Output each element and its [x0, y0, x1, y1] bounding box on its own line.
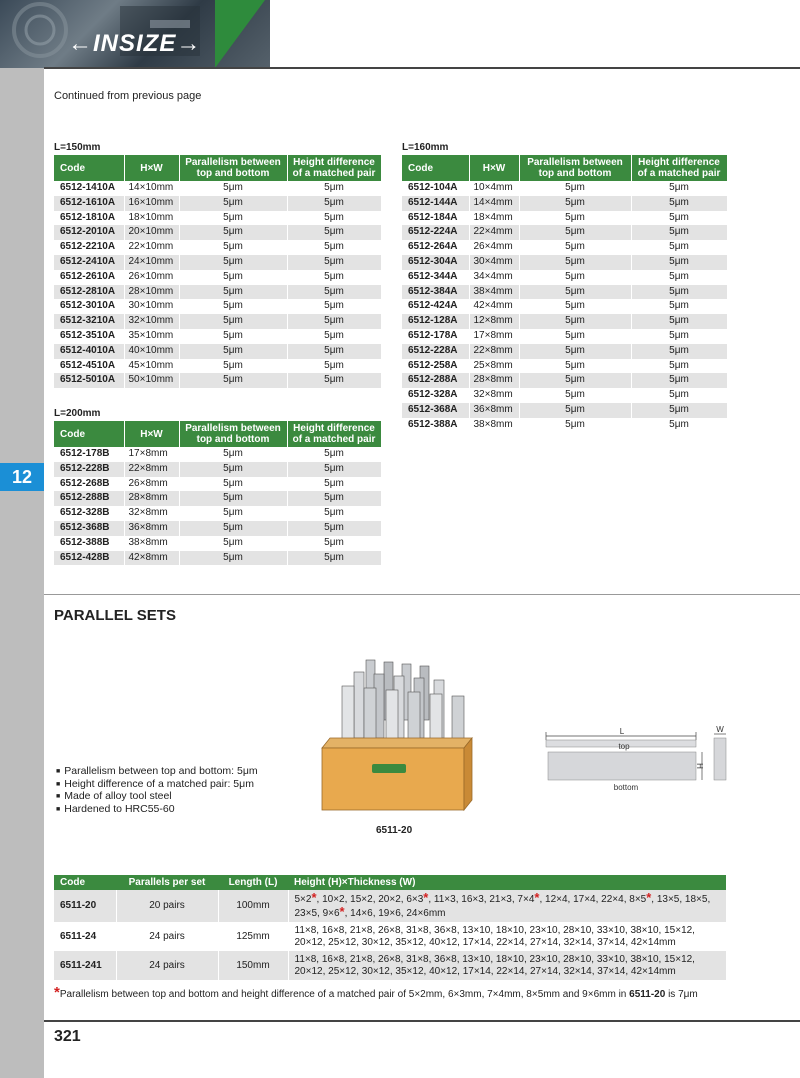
cell-parallelism: 5μm [519, 388, 631, 403]
table-row [54, 255, 381, 270]
table-l160 [402, 142, 728, 433]
cell-parallelism: 5μm [519, 196, 631, 211]
cell-code: 6512-2610A [54, 270, 124, 285]
cell-code: 6512-228B [54, 462, 124, 477]
cell-code: 6512-328A [402, 388, 469, 403]
cell-height-diff: 5μm [287, 491, 381, 506]
size-text: , 11×3, 16×3, 21×3, 7×4 [428, 894, 535, 905]
table-row [54, 359, 381, 374]
label-l: L [619, 727, 625, 736]
cell-parallelism: 5μm [519, 270, 631, 285]
logo-arrow-left-icon: ← [68, 30, 93, 57]
cell-code: 6512-368B [54, 521, 124, 536]
label-w: W [716, 725, 724, 734]
cell-parallelism: 5μm [179, 447, 287, 462]
table-row [402, 285, 727, 300]
cell-height-diff: 5μm [287, 255, 381, 270]
section-title: PARALLEL SETS [54, 607, 176, 624]
cell-height-diff: 5μm [287, 211, 381, 226]
cell-code: 6512-5010A [54, 373, 124, 388]
cell-parallelism: 5μm [179, 314, 287, 329]
spec-table [54, 155, 382, 388]
footnote-text-end: is 7μm [665, 989, 698, 1000]
cell-parallelism: 5μm [179, 462, 287, 477]
table-row [402, 329, 727, 344]
table-l200 [54, 408, 382, 565]
col-code: Code [54, 155, 124, 181]
cell-code: 6512-178B [54, 447, 124, 462]
table-row [54, 211, 381, 226]
table-row [402, 359, 727, 374]
col-parallelism: Parallelism between top and bottom [179, 155, 287, 181]
spec-table [402, 155, 728, 433]
cell-code: 6512-2010A [54, 225, 124, 240]
asterisk-mark: * [339, 904, 345, 919]
cell-height-diff: 5μm [631, 225, 727, 240]
cell-code: 6512-268B [54, 477, 124, 492]
cell-parallelism: 5μm [179, 211, 287, 226]
dimension-diagram [540, 724, 740, 794]
cell-height-diff: 5μm [287, 299, 381, 314]
cell-code: 6512-128A [402, 314, 469, 329]
cell-code: 6512-4010A [54, 344, 124, 359]
cell-height-diff: 5μm [631, 181, 727, 196]
cell-parallelism: 5μm [179, 521, 287, 536]
table-row [54, 314, 381, 329]
cell-length: 100mm [218, 890, 288, 922]
footer-divider [44, 1020, 800, 1022]
cell-code: 6512-184A [402, 211, 469, 226]
cell-hw: 14×4mm [469, 196, 519, 211]
cell-height-diff: 5μm [631, 270, 727, 285]
cell-parallelism: 5μm [179, 344, 287, 359]
cell-code: 6512-2210A [54, 240, 124, 255]
feature-item: ■ Hardened to HRC55-60 [56, 804, 258, 817]
col-hw: H×W [124, 421, 179, 447]
cell-hw: 26×10mm [124, 270, 179, 285]
cell-code: 6512-3510A [54, 329, 124, 344]
table-row [54, 373, 381, 388]
table-row [402, 255, 727, 270]
cell-height-diff: 5μm [631, 403, 727, 418]
cell-height-diff: 5μm [631, 373, 727, 388]
cell-sizes [288, 922, 726, 951]
cell-hw: 22×8mm [469, 344, 519, 359]
cell-hw: 28×10mm [124, 285, 179, 300]
cell-height-diff: 5μm [631, 285, 727, 300]
cell-code: 6512-424A [402, 299, 469, 314]
col-hw: H×W [469, 155, 519, 181]
cell-parallelism: 5μm [179, 255, 287, 270]
cell-code: 6512-2810A [54, 285, 124, 300]
cell-code: 6512-2410A [54, 255, 124, 270]
asterisk-mark: * [534, 890, 540, 905]
cell-parallelism: 5μm [179, 506, 287, 521]
table-row [54, 951, 726, 980]
label-h: H [695, 763, 704, 769]
cell-hw: 22×4mm [469, 225, 519, 240]
cell-code: 6512-1610A [54, 196, 124, 211]
cell-parallelism: 5μm [519, 181, 631, 196]
continued-note: Continued from previous page [54, 90, 202, 102]
size-text: , 13×5, 18×5, 23×5, 9×6 [294, 894, 711, 919]
cell-parallelism: 5μm [519, 225, 631, 240]
cell-height-diff: 5μm [287, 506, 381, 521]
cell-hw: 30×10mm [124, 299, 179, 314]
cell-parallelism: 5μm [179, 551, 287, 566]
cell-hw: 28×8mm [469, 373, 519, 388]
cell-parallelism: 5μm [519, 314, 631, 329]
table-row [54, 462, 381, 477]
asterisk-mark: * [646, 890, 652, 905]
cell-hw: 24×10mm [124, 255, 179, 270]
cell-parallelism: 5μm [179, 373, 287, 388]
cell-height-diff: 5μm [631, 299, 727, 314]
cell-height-diff: 5μm [287, 447, 381, 462]
cell-hw: 38×8mm [124, 536, 179, 551]
col-height-diff: Height difference of a matched pair [287, 155, 381, 181]
cell-height-diff: 5μm [287, 181, 381, 196]
cell-parallelism: 5μm [179, 181, 287, 196]
col-code: Code [54, 421, 124, 447]
cell-hw: 20×10mm [124, 225, 179, 240]
cell-height-diff: 5μm [287, 285, 381, 300]
table-row [54, 491, 381, 506]
cell-code: 6512-1810A [54, 211, 124, 226]
table-row [402, 418, 727, 433]
table-label: L=200mm [54, 408, 101, 419]
cell-hw: 42×8mm [124, 551, 179, 566]
table-row [54, 240, 381, 255]
table-row [402, 314, 727, 329]
cell-hw: 10×4mm [469, 181, 519, 196]
table-row [54, 299, 381, 314]
cell-code: 6512-3210A [54, 314, 124, 329]
cell-hw: 45×10mm [124, 359, 179, 374]
table-row [54, 329, 381, 344]
table-row [54, 225, 381, 240]
header-divider [44, 67, 800, 69]
cell-code: 6512-388B [54, 536, 124, 551]
label-bottom: bottom [613, 783, 639, 792]
cell-code: 6512-264A [402, 240, 469, 255]
cell-hw: 18×10mm [124, 211, 179, 226]
cell-hw: 38×8mm [469, 418, 519, 433]
feature-item: ■ Height difference of a matched pair: 5μm [56, 779, 258, 792]
cell-hw: 12×8mm [469, 314, 519, 329]
cell-height-diff: 5μm [631, 388, 727, 403]
cell-hw: 42×4mm [469, 299, 519, 314]
cell-pairs: 20 pairs [116, 890, 218, 922]
table-row [402, 403, 727, 418]
cell-height-diff: 5μm [287, 462, 381, 477]
cell-height-diff: 5μm [287, 373, 381, 388]
cell-length: 150mm [218, 951, 288, 980]
cell-code: 6512-178A [402, 329, 469, 344]
table-row [402, 299, 727, 314]
cell-height-diff: 5μm [287, 359, 381, 374]
cell-length: 125mm [218, 922, 288, 951]
col-pairs: Parallels per set [116, 875, 218, 890]
feature-list [56, 766, 258, 816]
col-parallelism: Parallelism between top and bottom [519, 155, 631, 181]
cell-height-diff: 5μm [631, 329, 727, 344]
header-green-accent [215, 0, 265, 68]
table-label: L=160mm [402, 142, 449, 153]
size-text: , 10×2, 15×2, 20×2, 6×3 [316, 894, 424, 905]
cell-height-diff: 5μm [631, 314, 727, 329]
cell-parallelism: 5μm [179, 477, 287, 492]
table-row [402, 373, 727, 388]
cell-code: 6512-3010A [54, 299, 124, 314]
cell-height-diff: 5μm [631, 211, 727, 226]
size-text: 11×8, 16×8, 21×8, 26×8, 31×8, 36×8, 13×10, 18×10, 23×10, 28×10, 33×10, 38×10, 15×12, 20×12, 25×12, 30×12, 35×12, 40×12, 17×14, 22×14, 27×14, 32×14, 37×14, 42×14mm [294, 953, 695, 977]
cell-hw: 18×4mm [469, 211, 519, 226]
cell-hw: 17×8mm [124, 447, 179, 462]
cell-code: 6512-288B [54, 491, 124, 506]
cell-code: 6511-20 [54, 890, 116, 922]
cell-hw: 16×10mm [124, 196, 179, 211]
cell-hw: 26×4mm [469, 240, 519, 255]
table-row [402, 388, 727, 403]
footnote [54, 984, 754, 1001]
cell-hw: 32×10mm [124, 314, 179, 329]
cell-hw: 32×8mm [124, 506, 179, 521]
cell-hw: 34×4mm [469, 270, 519, 285]
table-label: L=150mm [54, 142, 101, 153]
cell-code: 6512-388A [402, 418, 469, 433]
table-row [54, 270, 381, 285]
cell-code: 6512-304A [402, 255, 469, 270]
feature-item: ■ Made of alloy tool steel [56, 791, 258, 804]
cell-height-diff: 5μm [287, 329, 381, 344]
table-row [54, 285, 381, 300]
col-length: Length (L) [218, 875, 288, 890]
table-row [54, 447, 381, 462]
cell-height-diff: 5μm [287, 536, 381, 551]
table-row [54, 890, 726, 922]
table-l150 [54, 142, 382, 388]
cell-height-diff: 5μm [631, 418, 727, 433]
cell-hw: 28×8mm [124, 491, 179, 506]
cell-code: 6512-288A [402, 373, 469, 388]
cell-code: 6512-224A [402, 225, 469, 240]
cell-hw: 22×8mm [124, 462, 179, 477]
col-parallelism: Parallelism between top and bottom [179, 421, 287, 447]
cell-height-diff: 5μm [287, 477, 381, 492]
cell-parallelism: 5μm [179, 240, 287, 255]
cell-parallelism: 5μm [519, 329, 631, 344]
cell-code: 6512-328B [54, 506, 124, 521]
label-top: top [618, 742, 630, 751]
cell-parallelism: 5μm [519, 359, 631, 374]
cell-parallelism: 5μm [519, 285, 631, 300]
cell-code: 6512-144A [402, 196, 469, 211]
cell-code: 6512-384A [402, 285, 469, 300]
cell-parallelism: 5μm [519, 240, 631, 255]
size-text: 11×8, 16×8, 21×8, 26×8, 31×8, 36×8, 13×10, 18×10, 23×10, 28×10, 33×10, 38×10, 15×12, 20×12, 25×12, 30×12, 35×12, 40×12, 17×14, 22×14, 27×14, 32×14, 37×14, 42×14mm [294, 924, 695, 948]
footnote-code: 6511-20 [629, 989, 666, 1000]
side-strip [0, 0, 44, 1078]
cell-hw: 22×10mm [124, 240, 179, 255]
asterisk-mark: * [423, 890, 429, 905]
table-row [54, 181, 381, 196]
cell-hw: 14×10mm [124, 181, 179, 196]
cell-parallelism: 5μm [519, 299, 631, 314]
cell-height-diff: 5μm [631, 344, 727, 359]
cell-hw: 32×8mm [469, 388, 519, 403]
table-row [54, 506, 381, 521]
cell-code: 6512-104A [402, 181, 469, 196]
col-height-diff: Height difference of a matched pair [287, 421, 381, 447]
cell-hw: 36×8mm [124, 521, 179, 536]
table-row [402, 225, 727, 240]
cell-code: 6512-4510A [54, 359, 124, 374]
cell-parallelism: 5μm [179, 270, 287, 285]
cell-hw: 17×8mm [469, 329, 519, 344]
cell-code: 6512-228A [402, 344, 469, 359]
cell-parallelism: 5μm [179, 359, 287, 374]
section-divider [44, 594, 800, 595]
cell-hw: 30×4mm [469, 255, 519, 270]
footnote-star: * [54, 984, 60, 1001]
cell-hw: 35×10mm [124, 329, 179, 344]
table-row [402, 211, 727, 226]
cell-parallelism: 5μm [179, 196, 287, 211]
col-code: Code [402, 155, 469, 181]
size-text: , 14×6, 19×6, 24×6mm [344, 908, 446, 919]
cell-height-diff: 5μm [631, 196, 727, 211]
cell-height-diff: 5μm [287, 225, 381, 240]
cell-height-diff: 5μm [287, 196, 381, 211]
cell-parallelism: 5μm [179, 225, 287, 240]
parallel-sets-table [54, 875, 727, 980]
logo-arrow-right-icon: → [176, 30, 202, 57]
cell-parallelism: 5μm [519, 373, 631, 388]
cell-height-diff: 5μm [287, 551, 381, 566]
cell-code: 6511-24 [54, 922, 116, 951]
table-row [54, 551, 381, 566]
table-row [54, 536, 381, 551]
cell-height-diff: 5μm [631, 240, 727, 255]
size-text: , 12×4, 17×4, 22×4, 8×5 [539, 894, 647, 905]
table-row [54, 344, 381, 359]
cell-height-diff: 5μm [631, 255, 727, 270]
size-text: 5×2 [294, 894, 312, 905]
cell-parallelism: 5μm [519, 211, 631, 226]
table-row [54, 922, 726, 951]
cell-hw: 50×10mm [124, 373, 179, 388]
cell-parallelism: 5μm [179, 536, 287, 551]
cell-code: 6512-258A [402, 359, 469, 374]
insize-logo: ←INSIZE→ [68, 30, 202, 57]
col-code: Code [54, 875, 116, 890]
cell-height-diff: 5μm [287, 270, 381, 285]
cell-parallelism: 5μm [179, 285, 287, 300]
cell-hw: 40×10mm [124, 344, 179, 359]
table-row [402, 344, 727, 359]
cell-code: 6512-1410A [54, 181, 124, 196]
cell-hw: 36×8mm [469, 403, 519, 418]
feature-item: ■ Parallelism between top and bottom: 5μm [56, 766, 258, 779]
parallel-set-product-image [314, 658, 474, 818]
cell-sizes [288, 890, 726, 922]
col-height-diff: Height difference of a matched pair [631, 155, 727, 181]
spec-table [54, 421, 382, 565]
cell-code: 6512-368A [402, 403, 469, 418]
table-row [402, 270, 727, 285]
cell-pairs: 24 pairs [116, 951, 218, 980]
col-hw: H×W [124, 155, 179, 181]
cell-code: 6512-344A [402, 270, 469, 285]
cell-parallelism: 5μm [519, 418, 631, 433]
page-number: 321 [54, 1028, 81, 1045]
cell-height-diff: 5μm [287, 344, 381, 359]
cell-hw: 26×8mm [124, 477, 179, 492]
cell-height-diff: 5μm [287, 240, 381, 255]
cell-parallelism: 5μm [519, 344, 631, 359]
col-sizes: Height (H)×Thickness (W) [288, 875, 726, 890]
cell-pairs: 24 pairs [116, 922, 218, 951]
cell-height-diff: 5μm [631, 359, 727, 374]
table-row [54, 477, 381, 492]
cell-parallelism: 5μm [519, 403, 631, 418]
asterisk-mark: * [311, 890, 317, 905]
footnote-text: Parallelism between top and bottom and height difference of a matched pair of 5×2mm, 6×3mm, 7×4mm, 8×5mm and 9×6mm in [59, 989, 630, 1000]
cell-parallelism: 5μm [179, 299, 287, 314]
product-caption: 6511-20 [376, 825, 413, 836]
cell-code: 6511-241 [54, 951, 116, 980]
cell-height-diff: 5μm [287, 314, 381, 329]
chapter-tab: 12 [0, 463, 44, 491]
cell-parallelism: 5μm [179, 491, 287, 506]
table-row [402, 240, 727, 255]
table-row [402, 181, 727, 196]
table-row [54, 521, 381, 536]
cell-parallelism: 5μm [179, 329, 287, 344]
cell-hw: 38×4mm [469, 285, 519, 300]
table-row [54, 196, 381, 211]
cell-height-diff: 5μm [287, 521, 381, 536]
cell-hw: 25×8mm [469, 359, 519, 374]
cell-parallelism: 5μm [519, 255, 631, 270]
cell-sizes [288, 951, 726, 980]
table-row [402, 196, 727, 211]
cell-code: 6512-428B [54, 551, 124, 566]
